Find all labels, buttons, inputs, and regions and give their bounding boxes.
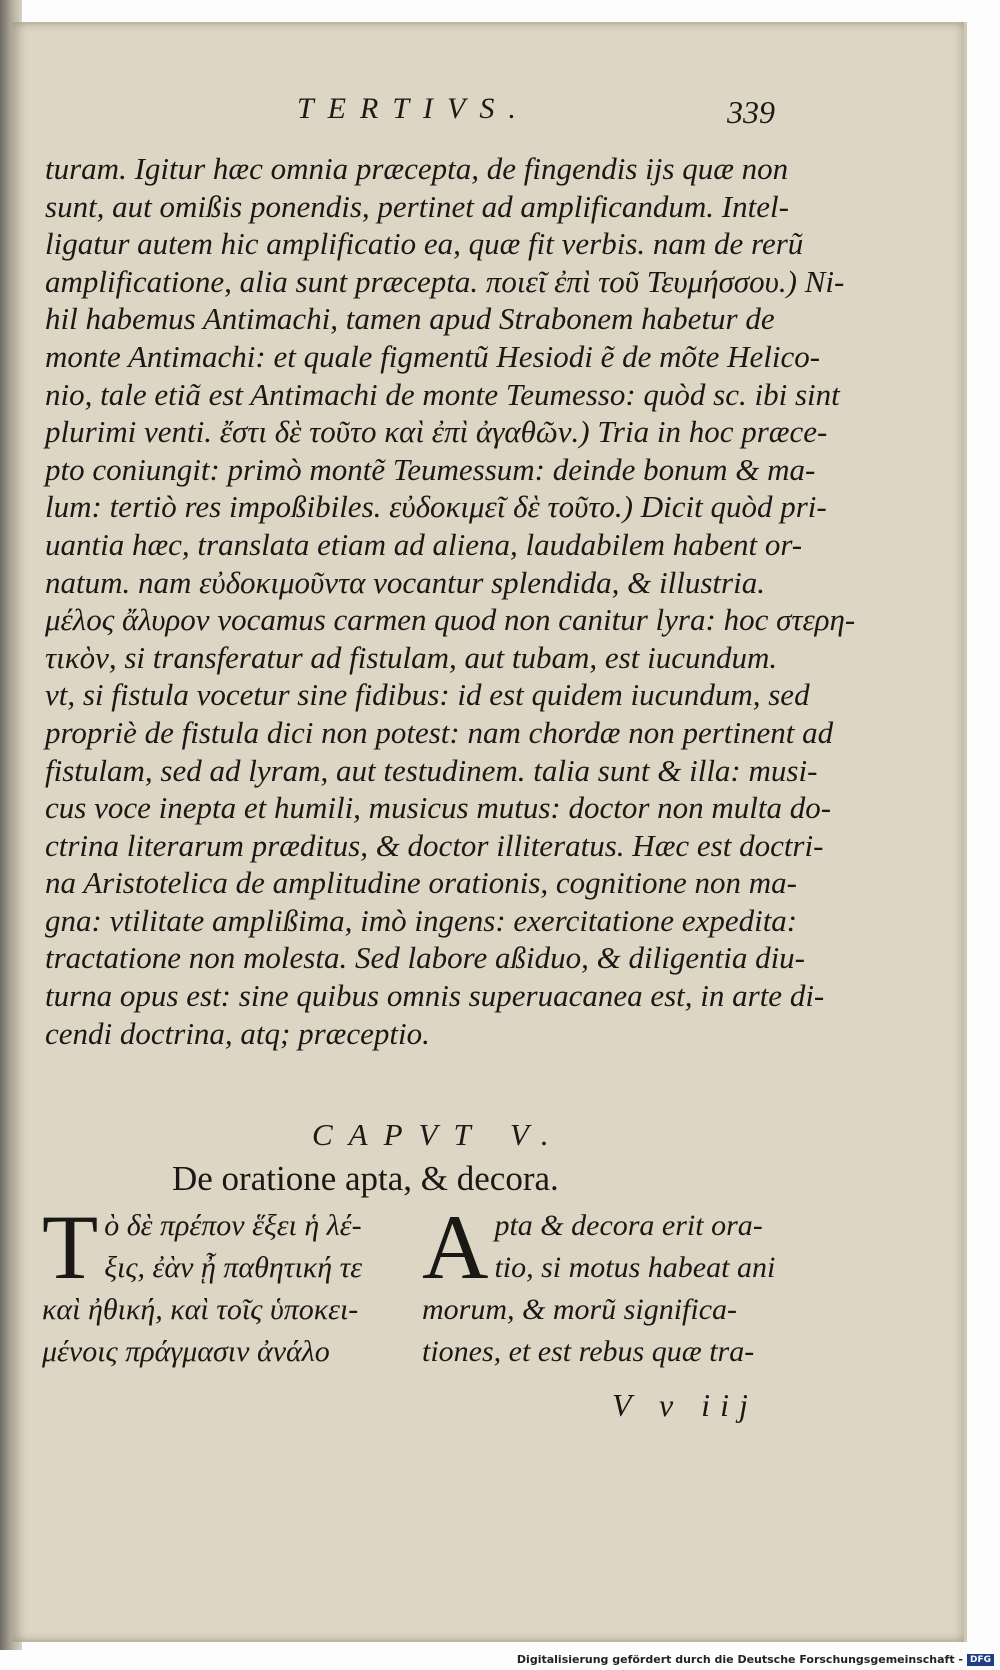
text-line: τικὸν, si transferatur ad fistulam, aut tubam, est iucundum. — [45, 639, 778, 675]
chapter-heading: CAPVT V. — [312, 1117, 565, 1152]
text-line: μέλος ἄλυρον vocamus carmen quod non canitur lyra: hoc στερη- — [45, 602, 856, 638]
text-line: ligatur autem hic amplificatio ea, quæ fit verbis. nam de rerũ — [45, 226, 804, 262]
latin-column — [422, 1196, 812, 1373]
text-line: amplificatione, alia sunt præcepta. ποιεῖ ἐπὶ τοῦ Τευμήσσου.) Ni- — [45, 263, 845, 299]
text-line: uantia hæc, translata etiam ad aliena, laudabilem habent or- — [45, 526, 803, 562]
body-text — [45, 150, 856, 1052]
credit-text: Digitalisierung gefördert durch die Deutsche Forschungsgemeinschaft - — [516, 1653, 963, 1666]
text-line: na Aristotelica de amplitudine orationis, cognitione non ma- — [45, 865, 797, 901]
text-line: sunt, aut omißis ponendis, pertinet ad amplificandum. Intel- — [45, 188, 789, 224]
latin-drop-initial: A — [422, 1196, 489, 1298]
text-line: fistulam, sed ad lyram, aut testudinem. talia sunt & illa: musi- — [45, 752, 818, 788]
greek-line: μένοις πράγμασιν ἀνάλο — [42, 1335, 330, 1368]
greek-drop-initial: T — [42, 1196, 99, 1298]
greek-column — [42, 1196, 412, 1373]
running-head: TERTIVS. — [297, 92, 530, 125]
latin-line: tiones, et est rebus quæ tra- — [422, 1335, 755, 1368]
text-line: plurimi venti. ἔστι δὲ τοῦτο καὶ ἐπὶ ἀγαθῶν.) Tria in hoc præce- — [45, 414, 828, 450]
text-line: turna opus est: sine quibus omnis superuacanea est, in arte di- — [45, 978, 825, 1014]
text-line: natum. nam εὐδοκιμοῦντα vocantur splendida, & illustria. — [45, 564, 765, 600]
signature-mark: V v iij — [612, 1387, 758, 1423]
text-line: hil habemus Antimachi, tamen apud Strabonem habetur de — [45, 301, 775, 337]
latin-line: pta & decora erit ora- — [494, 1209, 763, 1242]
text-line: ctrina literarum præditus, & doctor illiteratus. Hæc est doctri- — [45, 827, 824, 863]
text-line: cendi doctrina, atq; præceptio. — [45, 1015, 430, 1051]
latin-line: tio, si motus habeat ani — [494, 1251, 776, 1284]
text-line: nio, tale etiã est Antimachi de monte Teumesso: quòd sc. ibi sint — [45, 376, 840, 412]
page-number: 339 — [727, 94, 775, 130]
page-header — [12, 92, 964, 142]
text-line: propriè de fistula dici non potest: nam chordæ non pertinent ad — [45, 714, 834, 750]
greek-line: ξις, ἐὰν ᾖ παθητική τε — [104, 1251, 363, 1284]
latin-line: morum, & morũ significa- — [422, 1293, 737, 1326]
book-page — [12, 22, 967, 1642]
dfg-logo: DFG — [967, 1654, 994, 1666]
text-line: pto coniungit: primò montẽ Teumessum: deinde bonum & ma- — [45, 451, 816, 487]
text-line: tractatione non molesta. Sed labore aßiduo, & diligentia diu- — [45, 940, 805, 976]
chapter-title: De oratione apta, & decora. — [172, 1159, 559, 1198]
text-line: gna: vtilitate amplißima, imò ingens: exercitatione expedita: — [45, 902, 798, 938]
greek-line: ὸ δὲ πρέπον ἕξει ἡ λέ- — [104, 1209, 362, 1242]
text-line: monte Antimachi: et quale figmentũ Hesiodi ẽ de mõte Helico- — [45, 338, 821, 374]
digitization-credit — [517, 1653, 994, 1666]
text-line: lum: tertiò res impoßibiles. εὐδοκιμεῖ δὲ τοῦτο.) Dicit quòd pri- — [45, 489, 827, 525]
greek-line: καὶ ἠθική, καὶ τοῖς ὑποκει- — [42, 1293, 359, 1326]
text-line: vt, si fistula vocetur sine fidibus: id est quidem iucundum, sed — [45, 677, 810, 713]
text-line: turam. Igitur hæc omnia præcepta, de fingendis ijs quæ non — [45, 151, 789, 186]
text-line: cus voce inepta et humili, musicus mutus: doctor non multa do- — [45, 790, 832, 826]
